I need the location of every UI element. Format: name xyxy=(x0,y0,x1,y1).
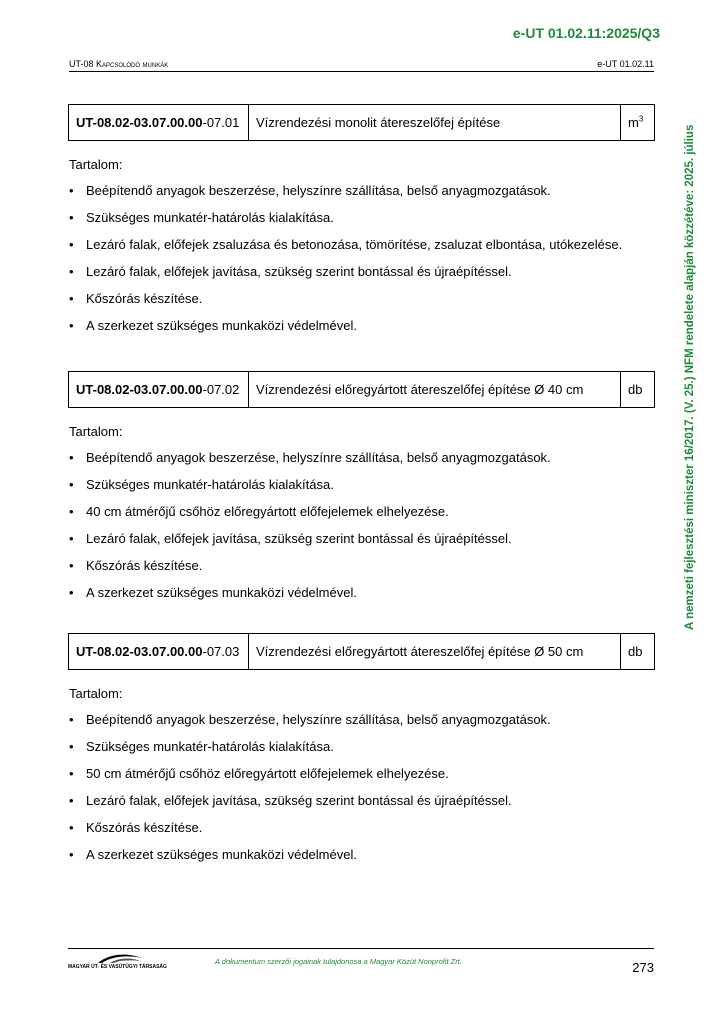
bullet-icon: • xyxy=(69,739,74,754)
bullet-icon: • xyxy=(69,585,74,600)
list-item-text: 50 cm átmérőjű csőhöz előregyártott előfejelemek elhelyezése. xyxy=(86,766,449,781)
list-item xyxy=(68,820,655,836)
content-label: Tartalom: xyxy=(69,686,123,701)
work-item-block xyxy=(68,104,655,334)
bullet-icon: • xyxy=(69,450,74,465)
work-item-header-table xyxy=(68,371,655,408)
list-item xyxy=(68,558,655,574)
work-item-unit xyxy=(621,372,655,408)
list-item xyxy=(68,183,655,199)
bullet-icon: • xyxy=(69,210,74,225)
bullet-icon: • xyxy=(69,237,74,252)
work-item-block xyxy=(68,371,655,601)
list-item xyxy=(68,712,655,728)
section-title xyxy=(69,59,168,69)
work-item-code xyxy=(69,634,249,670)
copyright-notice: A dokumentum szerzői jogainak tulajdonosa a Magyar Közút Nonprofit Zrt. xyxy=(215,957,462,966)
work-item-title: Vízrendezési előregyártott átereszelőfej építése Ø 50 cm xyxy=(249,634,621,670)
logo-swoosh-icon xyxy=(96,952,144,964)
section-name: Kapcsolódó munkák xyxy=(96,59,169,69)
footer-divider xyxy=(68,948,654,949)
unit-base: db xyxy=(628,382,643,397)
work-item-code xyxy=(69,105,249,141)
work-item-header-table xyxy=(68,633,655,670)
bullet-icon: • xyxy=(69,318,74,333)
list-item-text: Lezáró falak, előfejek javítása, szükség szerint bontással és újraépítéssel. xyxy=(86,793,512,808)
logo-text: MAGYAR ÚT- ÉS VASÚTÜGYI TÁRSASÁG xyxy=(68,964,167,970)
bullet-icon: • xyxy=(69,820,74,835)
work-item-unit xyxy=(621,105,655,141)
list-item xyxy=(68,531,655,547)
list-item xyxy=(68,766,655,782)
list-item xyxy=(68,450,655,466)
page-number: 273 xyxy=(632,960,654,975)
work-item-header-table xyxy=(68,104,655,141)
bullet-icon: • xyxy=(69,183,74,198)
list-item xyxy=(68,585,655,601)
bullet-icon: • xyxy=(69,847,74,862)
content-list xyxy=(68,450,655,601)
list-item xyxy=(68,291,655,307)
list-item xyxy=(68,210,655,226)
list-item-text: 40 cm átmérőjű csőhöz előregyártott előfejelemek elhelyezése. xyxy=(86,504,449,519)
publication-note: A nemzeti fejlesztési miniszter 16/2017. (V. 25.) NFM rendelete alapján közzétéve: 2025. július xyxy=(684,124,696,630)
list-item-text: Beépítendő anyagok beszerzése, helyszínre szállítása, belső anyagmozgatások. xyxy=(86,183,551,198)
work-item-unit xyxy=(621,634,655,670)
unit-base: db xyxy=(628,644,643,659)
list-item-text: A szerkezet szükséges munkaközi védelmével. xyxy=(86,585,357,600)
content-label: Tartalom: xyxy=(69,424,123,439)
list-item xyxy=(68,847,655,863)
code-suffix: -07.02 xyxy=(202,382,240,397)
list-item-text: Szükséges munkatér-határolás kialakítása. xyxy=(86,739,334,754)
bullet-icon: • xyxy=(69,766,74,781)
list-item-text: Beépítendő anyagok beszerzése, helyszínre szállítása, belső anyagmozgatások. xyxy=(86,450,551,465)
code-main: UT-08.02-03.07.00.00 xyxy=(76,644,203,659)
list-item-text: A szerkezet szükséges munkaközi védelmével. xyxy=(86,847,357,862)
code-main: UT-08.02-03.07.00.00 xyxy=(76,115,203,130)
running-header xyxy=(69,59,654,72)
list-item-text: Szükséges munkatér-határolás kialakítása. xyxy=(86,210,334,225)
list-item-text: Kőszórás készítése. xyxy=(86,820,203,835)
bullet-icon: • xyxy=(69,531,74,546)
unit-base: m xyxy=(628,115,639,130)
list-item xyxy=(68,739,655,755)
list-item xyxy=(68,237,655,253)
work-item-block xyxy=(68,633,655,863)
list-item-text: Kőszórás készítése. xyxy=(86,558,203,573)
bullet-icon: • xyxy=(69,793,74,808)
code-main: UT-08.02-03.07.00.00 xyxy=(76,382,203,397)
list-item xyxy=(68,504,655,520)
content-list xyxy=(68,183,655,334)
bullet-icon: • xyxy=(69,558,74,573)
content-label: Tartalom: xyxy=(69,157,123,172)
list-item-text: Lezáró falak, előfejek javítása, szükség szerint bontással és újraépítéssel. xyxy=(86,264,512,279)
list-item xyxy=(68,318,655,334)
work-item-code xyxy=(69,372,249,408)
list-item xyxy=(68,477,655,493)
bullet-icon: • xyxy=(69,712,74,727)
document-code: e-UT 01.02.11:2025/Q3 xyxy=(512,25,660,41)
list-item-text: Beépítendő anyagok beszerzése, helyszínre szállítása, belső anyagmozgatások. xyxy=(86,712,551,727)
work-item-title: Vízrendezési monolit átereszelőfej építése xyxy=(249,105,621,141)
list-item-text: Szükséges munkatér-határolás kialakítása. xyxy=(86,477,334,492)
company-logo xyxy=(68,952,168,972)
bullet-icon: • xyxy=(69,291,74,306)
bullet-icon: • xyxy=(69,477,74,492)
list-item xyxy=(68,793,655,809)
bullet-icon: • xyxy=(69,264,74,279)
code-suffix: -07.03 xyxy=(202,644,240,659)
list-item-text: Lezáró falak, előfejek zsaluzása és betonozása, tömörítése, zsaluzat elbontása, utókezelése. xyxy=(86,237,623,252)
list-item-text: A szerkezet szükséges munkaközi védelmével. xyxy=(86,318,357,333)
list-item xyxy=(68,264,655,280)
code-suffix: -07.01 xyxy=(202,115,240,130)
section-prefix: UT-08 xyxy=(69,59,97,69)
bullet-icon: • xyxy=(69,504,74,519)
work-item-title: Vízrendezési előregyártott átereszelőfej építése Ø 40 cm xyxy=(249,372,621,408)
content-list xyxy=(68,712,655,863)
list-item-text: Lezáró falak, előfejek javítása, szükség szerint bontással és újraépítéssel. xyxy=(86,531,512,546)
document-reference: e-UT 01.02.11 xyxy=(597,59,654,69)
list-item-text: Kőszórás készítése. xyxy=(86,291,203,306)
unit-exponent: 3 xyxy=(638,114,644,124)
